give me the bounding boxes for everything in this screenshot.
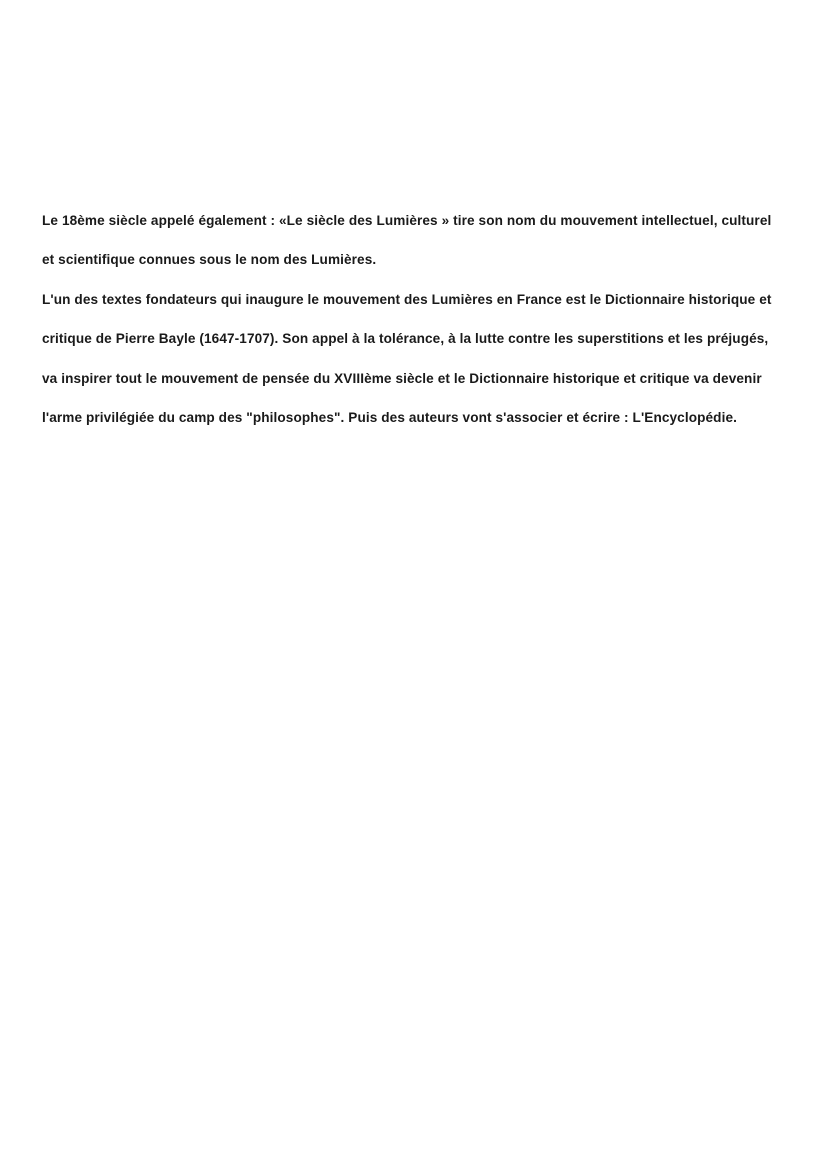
text-line: l'arme privilégiée du camp des "philosophes". Puis des auteurs vont s'associer et écrire : L'Encyclopédie. [42,410,737,426]
text-line: critique de Pierre Bayle (1647-1707). Son appel à la tolérance, à la lutte contre les superstitions et les préjugés, [42,331,769,347]
text-line: L'un des textes fondateurs qui inaugure le mouvement des Lumières en France est le Dictionnaire historique et [42,291,772,307]
text-line: Le 18ème siècle appelé également : «Le siècle des Lumières » tire son nom du mouvement intellectuel, culturel [42,213,772,228]
body-text-block [42,201,787,437]
text-line: et scientifique connues sous le nom des Lumières. [42,252,377,268]
text-line: va inspirer tout le mouvement de pensée du XVIIIème siècle et le Dictionnaire historique et critique va devenir [42,370,762,386]
